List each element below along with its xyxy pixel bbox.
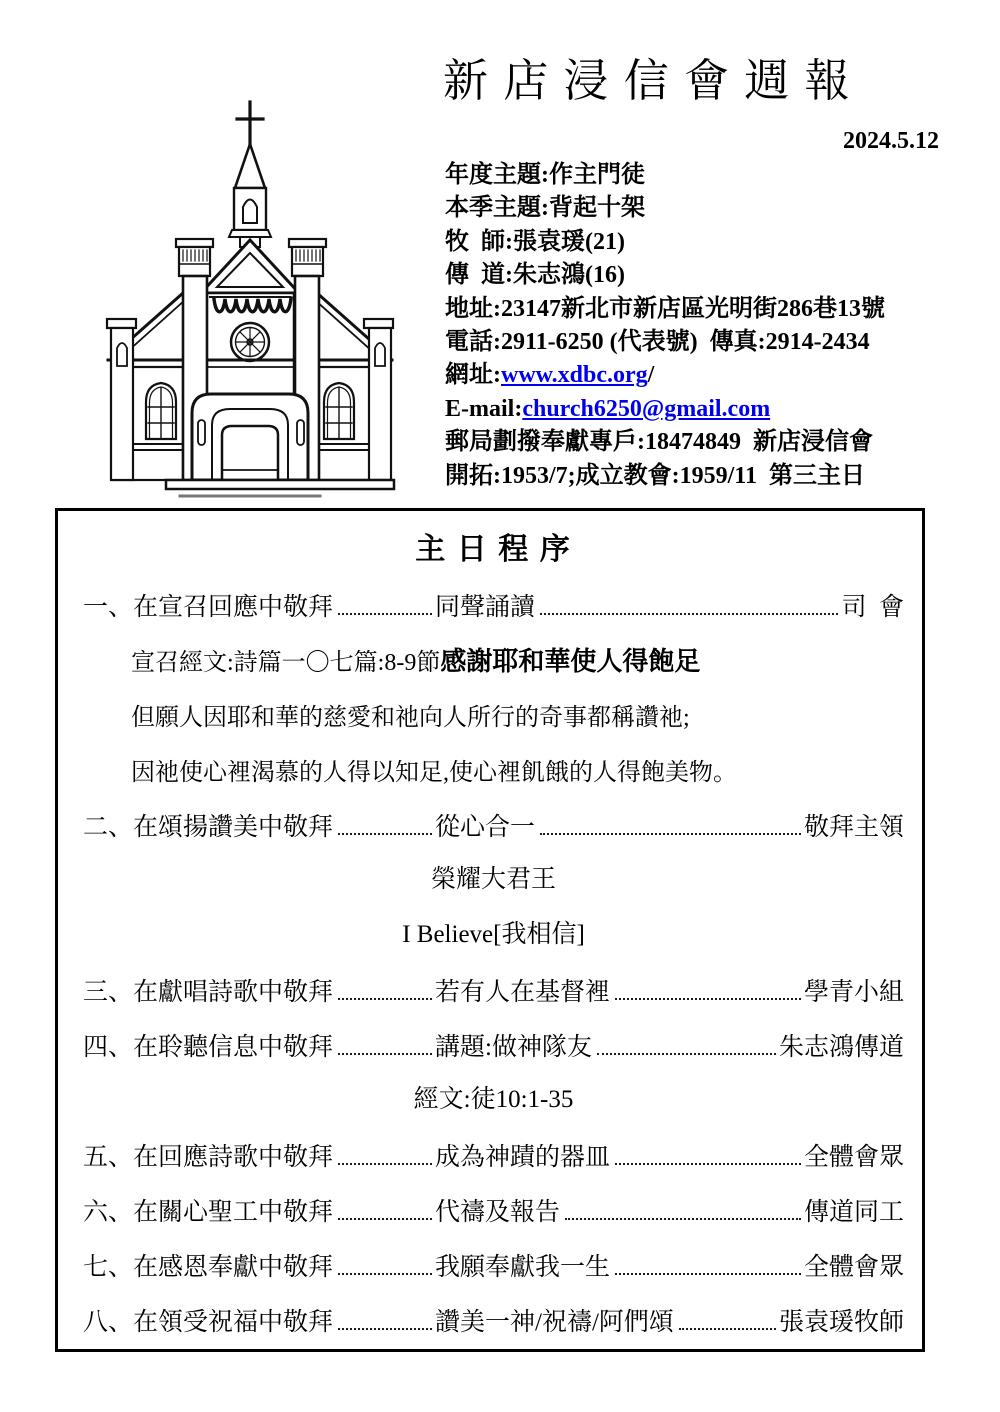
- item-content: 若有人在基督裡: [435, 978, 611, 1006]
- website-link[interactable]: www.xdbc.org: [501, 362, 648, 389]
- call-scripture-verse1: 但願人因耶和華的慈愛和祂向人所行的奇事都稱讚祂;: [131, 705, 690, 731]
- dot-leader: [338, 833, 432, 835]
- church-illustration: [82, 92, 420, 504]
- dot-leader: [615, 1163, 801, 1165]
- call-scripture-ref-row: [83, 632, 904, 687]
- email-line: [445, 393, 965, 426]
- email-link[interactable]: church6250@gmail.com: [522, 395, 771, 422]
- dot-leader: [338, 998, 432, 1000]
- dot-leader: [338, 1218, 432, 1220]
- postal-account-line: 郵局劃撥奉獻專戶:18474849 新店浸信會: [445, 429, 873, 456]
- website-suffix: /: [647, 362, 655, 389]
- call-scripture-verse1-row: [83, 687, 904, 742]
- program-item-row: [83, 1237, 904, 1292]
- annual-theme: 年度主題:作主門徒: [445, 162, 645, 188]
- program-item-row: [83, 1292, 904, 1347]
- item-leader: 學青小組: [803, 978, 904, 1006]
- program-item-row: [83, 1182, 904, 1237]
- program-title: 主 日 程 序: [415, 533, 572, 566]
- item-action: 五、在回應詩歌中敬拜: [83, 1143, 334, 1171]
- call-scripture-title: 感謝耶和華使人得飽足: [440, 647, 701, 676]
- phone-fax-line: 電話:2911-6250 (代表號) 傳真:2914-2434: [445, 329, 870, 356]
- item-content: 從心合一: [435, 813, 536, 841]
- item-action: 二、在頌揚讚美中敬拜: [83, 813, 334, 841]
- dot-leader: [540, 833, 801, 835]
- address-line: 地址:23147新北市新店區光明街286巷13號: [445, 295, 885, 322]
- dot-leader: [565, 1218, 801, 1220]
- praise-song-1: 榮耀大君王: [430, 866, 556, 893]
- dot-leader: [615, 998, 801, 1000]
- item-leader: 朱志鴻傳道: [778, 1033, 904, 1061]
- rose-window: [231, 323, 269, 361]
- item-action: 六、在關心聖工中敬拜: [83, 1198, 334, 1226]
- item-action: 四、在聆聽信息中敬拜: [83, 1033, 334, 1061]
- call-scripture-verse2: 因祂使心裡渴慕的人得以知足,使心裡飢餓的人得飽美物。: [131, 760, 737, 786]
- website-line: [445, 359, 965, 392]
- page-title: 新 店 浸 信 會 週 報: [443, 56, 852, 106]
- program-item-row: [83, 577, 904, 632]
- program-item-row: [83, 797, 904, 852]
- program-item-row: [83, 1017, 904, 1072]
- sermon-scripture: 經文:徒10:1-35: [413, 1086, 574, 1113]
- church-info-block: [445, 159, 965, 493]
- item-action: 七、在感恩奉獻中敬拜: [83, 1253, 334, 1281]
- item-action: 一、在宣召回應中敬拜: [83, 593, 334, 621]
- item-leader: 傳道同工: [803, 1198, 904, 1226]
- entrance-door: [192, 394, 308, 480]
- item-content: 成為神蹟的器皿: [435, 1143, 611, 1171]
- item-leader: 司 會: [841, 593, 904, 621]
- item-content: 講題:做神隊友: [435, 1033, 592, 1061]
- item-action: 三、在獻唱詩歌中敬拜: [83, 978, 334, 1006]
- evangelist-line: 傳 道:朱志鴻(16): [445, 262, 625, 289]
- dot-leader: [338, 1273, 432, 1275]
- dot-leader: [338, 1053, 432, 1055]
- dot-leader: [597, 1053, 776, 1055]
- cross-icon: [237, 102, 263, 145]
- dot-leader: [679, 1328, 776, 1330]
- issue-date: 2024.5.12: [843, 128, 939, 154]
- item-leader: 全體會眾: [803, 1143, 904, 1171]
- founded-line: 開拓:1953/7;成立教會:1959/11 第三主日: [445, 462, 865, 489]
- item-content: 代禱及報告: [435, 1198, 561, 1226]
- item-action: 八、在領受祝福中敬拜: [83, 1308, 334, 1336]
- dot-leader: [338, 613, 432, 615]
- praise-song-2: I Believe[我相信]: [402, 921, 585, 948]
- call-scripture-ref: 宣召經文:詩篇一〇七篇:8-9節: [131, 650, 441, 676]
- dot-leader: [338, 1328, 432, 1330]
- dot-leader: [615, 1273, 801, 1275]
- program-item-row: [83, 962, 904, 1017]
- item-content: 同聲誦讀: [435, 593, 536, 621]
- email-label: E-mail:: [445, 395, 523, 422]
- call-scripture-verse2-row: [83, 742, 904, 797]
- dot-leader: [338, 1163, 432, 1165]
- item-content: 我願奉獻我一生: [435, 1253, 611, 1281]
- item-leader: 敬拜主領: [803, 813, 904, 841]
- sunday-program-box: [55, 508, 925, 1352]
- season-theme: 本季主題:背起十架: [445, 195, 645, 222]
- dot-leader: [540, 613, 838, 615]
- program-item-row: [83, 1127, 904, 1182]
- website-label: 網址:: [445, 362, 501, 389]
- item-leader: 全體會眾: [803, 1253, 904, 1281]
- item-leader: 張袁瑗牧師: [778, 1308, 904, 1336]
- item-content: 讚美一神/祝禱/阿們頌: [435, 1308, 674, 1336]
- pastor-line: 牧 師:張袁瑗(21): [445, 228, 625, 255]
